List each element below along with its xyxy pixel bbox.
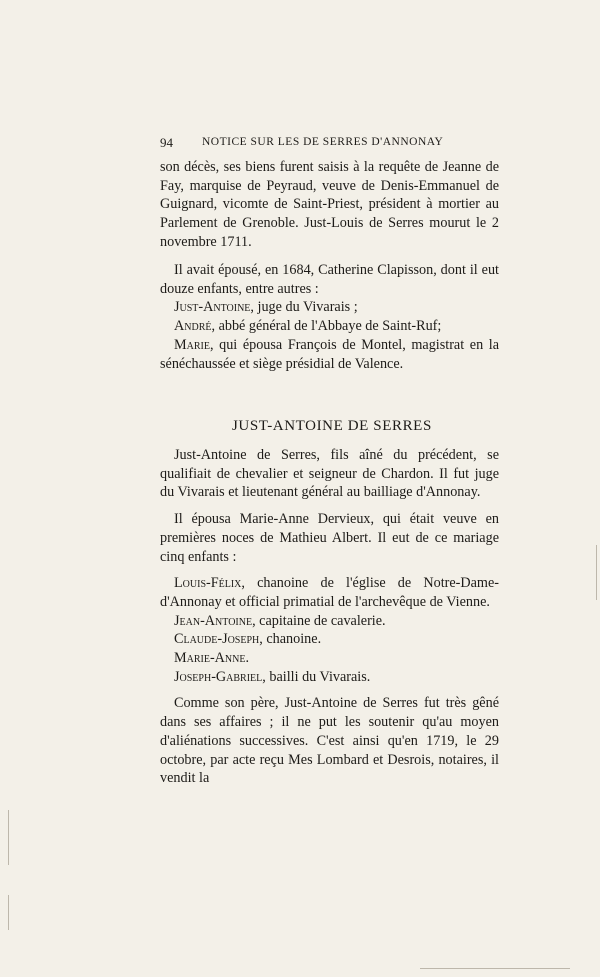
- child-desc: , juge du Vivarais ;: [250, 299, 358, 316]
- scan-edge-mark: [420, 968, 570, 969]
- scan-edge-mark: [8, 895, 9, 930]
- child-name: Just-Antoine: [174, 299, 251, 316]
- children-list: [160, 574, 499, 686]
- child-name: André: [174, 318, 212, 335]
- paragraph: Il épousa Marie-Anne Dervieux, qui était veuve en premières noces de Mathieu Albert. Il eut de ce mariage cinq enfants :: [160, 511, 499, 565]
- paragraph: Just-Antoine de Serres, fils aîné du précédent, se qualifiait de chevalier et seigneur de Chardon. Il fut juge du Vivarais et lieutenant général au bailliage d'Annonay.: [160, 447, 499, 501]
- list-item: [160, 298, 499, 317]
- list-item: [160, 630, 499, 649]
- child-name: Louis-Félix: [174, 575, 242, 592]
- list-item: [160, 612, 499, 631]
- list-item: [160, 668, 499, 687]
- section-body: [160, 446, 499, 788]
- list-item: [160, 649, 499, 668]
- child-name: Claude-Joseph: [174, 631, 260, 648]
- scan-edge-mark: [8, 810, 9, 865]
- child-name: Marie-Anne: [174, 650, 246, 667]
- child-name: Marie: [174, 336, 210, 353]
- paragraph: Comme son père, Just-Antoine de Serres fut très gêné dans ses affaires ; il ne put les soutenir qu'au moyen d'aliénations successives. C'est ainsi qu'en 1719, le 29 octobre, par acte reçu Mes Lombard et Desrois, notaires, il vendit la: [160, 695, 499, 787]
- child-name: Joseph-Gabriel: [174, 668, 263, 685]
- paragraph-continued: [160, 158, 499, 252]
- paragraph: Il avait épousé, en 1684, Catherine Clapisson, dont il eut douze enfants, entre autres :: [160, 262, 499, 297]
- list-item: [160, 336, 499, 373]
- child-desc: , capitaine de cavalerie.: [252, 612, 386, 629]
- list-item: [160, 574, 499, 611]
- paragraph: son décès, ses biens furent saisis à la requête de Jeanne de Fay, marquise de Peyraud, veuve de Denis-Emmanuel de Guignard, vicomte de Saint-Priest, président à mortier au Parlement de Grenoble. Just-Louis de Serres mourut le 2 novembre 1711.: [160, 159, 499, 250]
- scan-edge-mark: [596, 545, 597, 600]
- page-number: 94: [160, 135, 173, 150]
- section-heading: JUST-ANTOINE DE SERRES: [232, 418, 432, 434]
- child-desc: , abbé général de l'Abbaye de Saint-Ruf;: [211, 318, 442, 335]
- child-name: Jean-Antoine: [174, 612, 253, 629]
- child-desc: , bailli du Vivarais.: [262, 668, 371, 685]
- running-title: NOTICE SUR LES DE SERRES D'ANNONAY: [202, 136, 444, 148]
- child-desc: , qui épousa François de Montel, magistrat en la sénéchaussée et siège présidial de Valence.: [160, 336, 499, 372]
- child-desc: , chanoine de l'église de Notre-Dame-d'Annonay et official primatial de l'archevêque de Vienne.: [160, 575, 499, 610]
- child-desc: , chanoine.: [259, 631, 322, 648]
- marriage-paragraph: [160, 261, 499, 373]
- child-desc: .: [245, 650, 250, 667]
- list-item: [160, 317, 499, 336]
